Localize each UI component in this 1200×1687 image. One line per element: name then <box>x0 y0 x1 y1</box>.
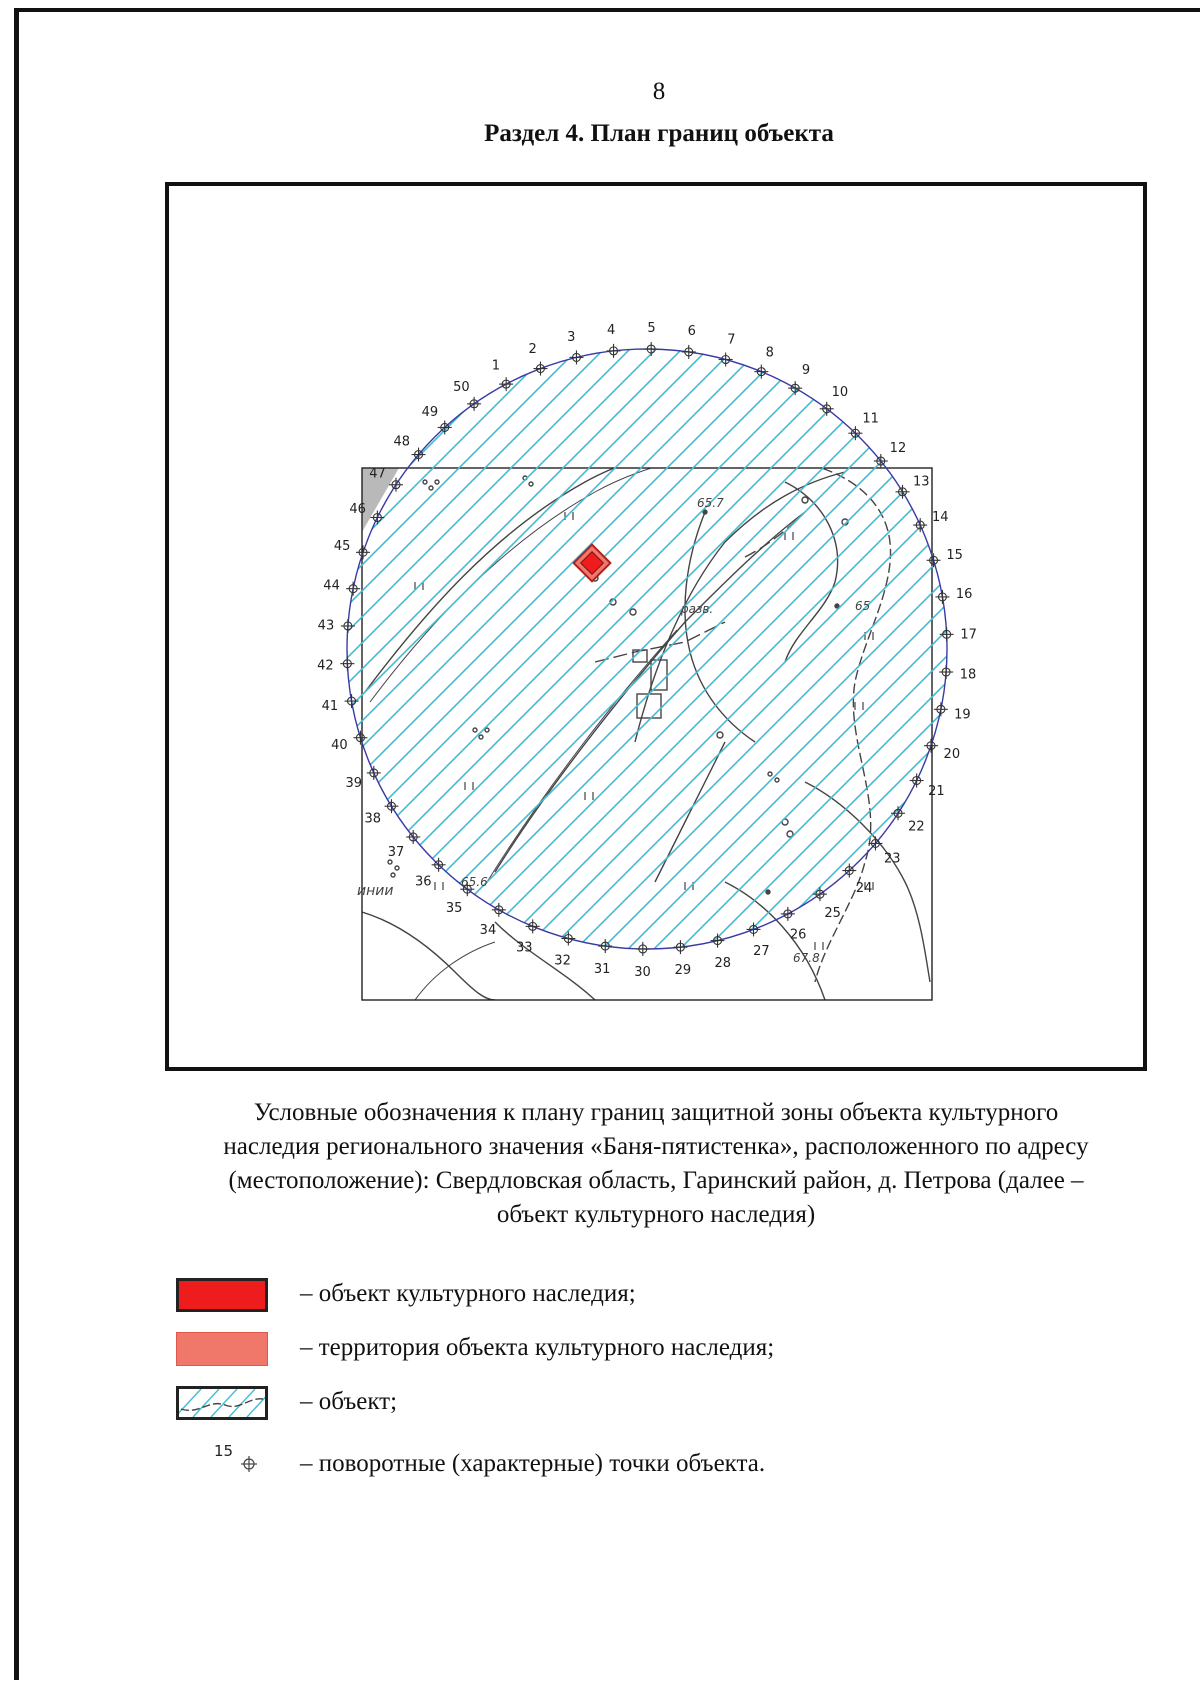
crosshair-icon <box>754 365 768 379</box>
hatch-line <box>165 182 277 982</box>
turning-point-label: 26 <box>789 927 807 943</box>
turning-point-label: 30 <box>634 964 651 980</box>
crosshair-icon <box>636 942 650 956</box>
turning-point-label: 20 <box>943 746 961 762</box>
crosshair-icon <box>367 766 381 780</box>
legend-item-boundary <box>170 1382 1130 1424</box>
hatch-line <box>165 182 563 982</box>
turning-point-label: 19 <box>954 707 971 723</box>
crosshair-icon <box>813 887 827 901</box>
turning-point-label: 11 <box>862 411 879 427</box>
elevation-label-bottom: 67.8 <box>793 951 820 965</box>
legend-heading-line: Условные обозначения к плану границ защитной зоны объекта культурного <box>253 1099 1059 1126</box>
page-border-top <box>14 8 1200 12</box>
page-border-left <box>14 8 19 1680</box>
turning-point-label: 12 <box>889 441 907 457</box>
hatch-line <box>165 182 823 982</box>
legend-heading-line: (местоположение): Свердловская область, Гаринский район, д. Петрова (далее – <box>228 1167 1084 1194</box>
crosshair-icon <box>526 919 540 933</box>
hatch-line <box>595 182 1147 982</box>
turning-point-label: 5 <box>647 321 656 337</box>
turning-point-label: 2 <box>528 341 537 357</box>
hatch-line <box>165 182 303 982</box>
legend-item-text: – объект; <box>300 1388 398 1415</box>
turning-point-label: 32 <box>554 953 571 969</box>
hatch-line <box>165 182 381 982</box>
elevation-label-top: 65.7 <box>697 496 724 510</box>
turning-point-label: 7 <box>727 332 736 348</box>
hatch-line <box>165 182 199 982</box>
turning-point-label: 31 <box>593 961 611 977</box>
elevation-label-right: 65 <box>855 599 871 613</box>
crosshair-icon <box>940 627 954 641</box>
legend-heading-line: наследия регионального значения «Баня-пятистенка», расположенного по адресу <box>223 1133 1089 1160</box>
turning-point-label: 6 <box>687 324 696 340</box>
crosshair-icon <box>913 518 927 532</box>
hatch-line <box>165 182 329 982</box>
turning-point-label: 46 <box>349 501 366 517</box>
turning-point-label: 15 <box>946 547 963 563</box>
turning-point-label: 41 <box>321 698 339 714</box>
turning-point-label: 21 <box>928 784 945 800</box>
turning-point-label: 25 <box>824 906 841 922</box>
crosshair-icon <box>939 665 953 679</box>
territory-swatch <box>176 1332 268 1366</box>
crosshair-icon <box>607 344 621 358</box>
crosshair-icon <box>781 907 795 921</box>
turning-point-label: 3 <box>567 330 576 346</box>
crosshair-icon <box>927 553 941 567</box>
hatch-line <box>725 182 1147 982</box>
turning-point-label: 13 <box>912 474 930 490</box>
crosshair-icon <box>569 350 583 364</box>
crosshair-icon <box>492 903 506 917</box>
crosshair-icon <box>924 739 938 753</box>
hatch-line <box>165 182 875 982</box>
turning-point-label: 36 <box>415 874 432 890</box>
turning-point-label: 35 <box>445 900 463 916</box>
turning-point-label: 48 <box>393 434 411 450</box>
turning-point-label: 34 <box>479 922 497 938</box>
crosshair-icon <box>711 934 725 948</box>
hatch-line <box>257 182 1057 982</box>
turning-point-label: 18 <box>959 667 977 683</box>
hatch-line <box>673 182 1147 982</box>
hatch-line <box>361 182 1147 982</box>
hatch-line <box>165 182 589 982</box>
turning-point-label: 24 <box>855 880 873 896</box>
hatch-line <box>165 182 693 982</box>
turning-point-label: 39 <box>345 776 363 792</box>
object-swatch <box>176 1278 268 1312</box>
legend-heading <box>165 1096 1147 1232</box>
hatch-line <box>165 182 173 982</box>
elevation-label-left: 65.6 <box>461 875 488 889</box>
turning-point-label: 47 <box>369 466 386 482</box>
crosshair-icon <box>341 619 355 633</box>
turning-point-label: 17 <box>960 627 977 643</box>
crosshair-icon <box>345 694 359 708</box>
turning-point-label: 27 <box>753 944 770 960</box>
crosshair-icon <box>891 806 905 820</box>
hatch-line <box>165 182 433 982</box>
turning-point-label: 29 <box>674 962 692 978</box>
turning-point-label: 37 <box>387 844 405 860</box>
turning-point-label: 4 <box>606 323 616 339</box>
crosshair-icon <box>682 345 696 359</box>
legend-heading-line: объект культурного наследия) <box>496 1201 816 1228</box>
hatch-line <box>165 182 771 982</box>
hatch-line <box>465 182 1147 982</box>
page-number: 8 <box>652 78 666 105</box>
turning-point-sample-label: 15 <box>214 1442 234 1460</box>
turning-point-swatch <box>176 1444 268 1478</box>
turning-point-label: 9 <box>801 363 811 379</box>
legend-item-turning-point <box>170 1440 1130 1482</box>
line-label: инии <box>357 883 394 899</box>
crosshair-icon <box>533 362 547 376</box>
turning-point-label: 44 <box>323 578 340 594</box>
legend-item-text: – поворотные (характерные) точки объекта. <box>300 1450 766 1477</box>
turning-point-label: 23 <box>883 851 901 867</box>
crosshair-icon <box>788 381 802 395</box>
crosshair-icon <box>747 922 761 936</box>
turning-point-label: 14 <box>931 509 949 525</box>
crosshair-icon <box>241 1456 257 1472</box>
hatch-line <box>751 182 1147 982</box>
boundary-map <box>165 182 1147 1071</box>
turning-point-label: 43 <box>317 618 335 634</box>
legend-item-object <box>170 1274 1130 1316</box>
crosshair-icon <box>561 932 575 946</box>
turning-point-label: 38 <box>364 811 382 827</box>
hatch-line <box>283 182 1083 982</box>
crosshair-icon <box>356 545 370 559</box>
hatch-line <box>335 182 1135 982</box>
hatch-line <box>309 182 1109 982</box>
crosshair-icon <box>935 590 949 604</box>
legend-item-territory <box>170 1328 1130 1370</box>
hatch-line <box>165 182 251 982</box>
turning-point-label: 50 <box>453 379 470 395</box>
turning-point-label: 22 <box>908 819 925 835</box>
legend-item-text: – объект культурного наследия; <box>300 1280 636 1307</box>
hatch-line <box>165 182 225 982</box>
hatch-line <box>165 182 615 982</box>
crosshair-icon <box>346 582 360 596</box>
crosshair-icon <box>719 352 733 366</box>
crosshair-icon <box>644 342 658 356</box>
turning-point-label: 28 <box>714 955 731 971</box>
heritage-object-marker <box>574 545 611 582</box>
turning-point-label: 16 <box>955 587 973 603</box>
turning-point-label: 33 <box>516 940 533 956</box>
crosshair-icon <box>820 402 834 416</box>
turning-point-label: 10 <box>831 385 849 401</box>
place-label: разв. <box>681 602 714 616</box>
turning-point-label: 40 <box>331 738 348 754</box>
hatch-line <box>413 182 1147 982</box>
turning-point-label: 8 <box>765 345 774 361</box>
turning-point-label: 45 <box>333 539 351 555</box>
crosshair-icon <box>910 774 924 788</box>
boundary-swatch <box>176 1386 268 1420</box>
hatch-line <box>231 182 1031 982</box>
crosshair-icon <box>384 799 398 813</box>
turning-point-label: 49 <box>421 405 439 421</box>
legend-item-text: – территория объекта культурного наследия; <box>300 1334 775 1361</box>
turning-point-label: 42 <box>317 658 334 674</box>
turning-point-label: 1 <box>491 358 500 374</box>
section-title: Раздел 4. План границ объекта <box>484 120 834 147</box>
crosshair-icon <box>673 940 687 954</box>
crosshair-icon <box>340 657 354 671</box>
crosshair-icon <box>934 702 948 716</box>
hatch-line <box>165 182 641 982</box>
protective-zone-hatch <box>165 182 1147 982</box>
crosshair-icon <box>467 397 481 411</box>
